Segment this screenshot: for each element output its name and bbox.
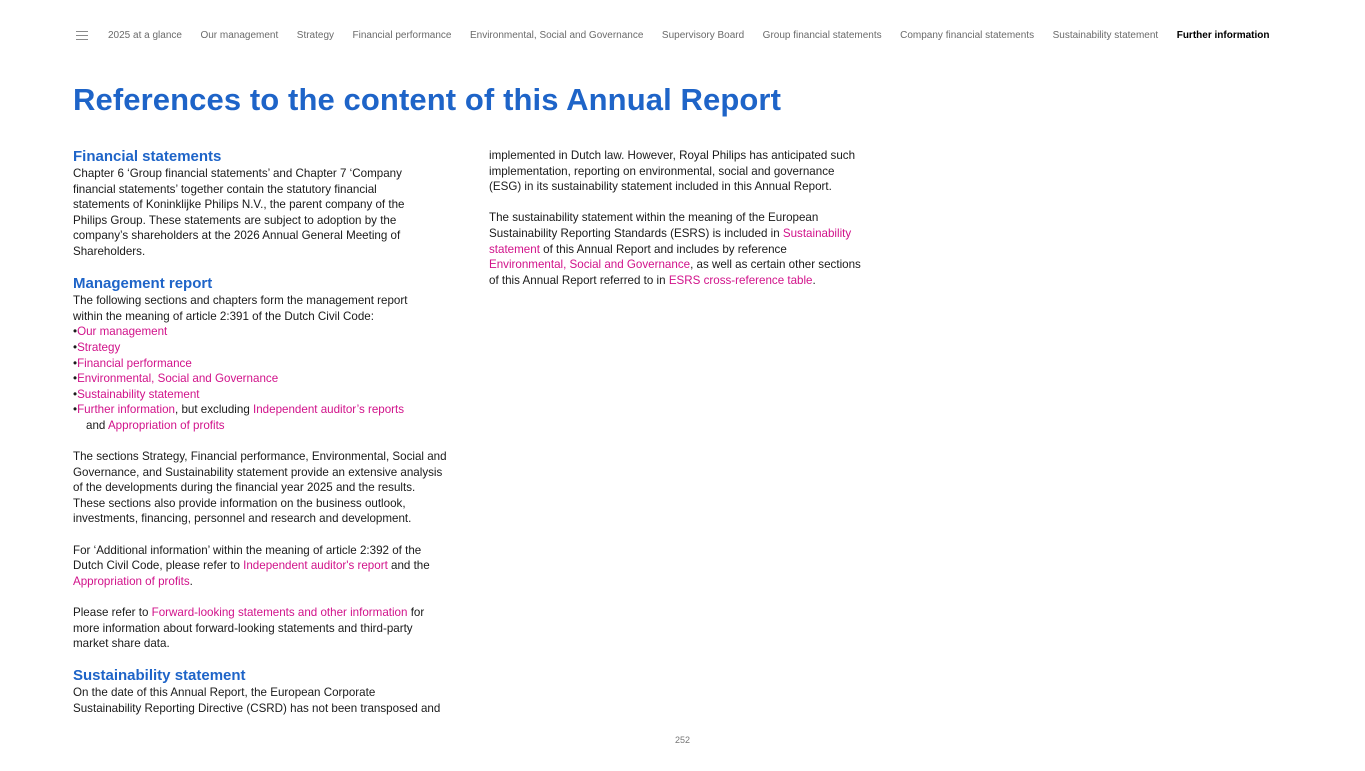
text: Sustainability statement [73, 667, 246, 685]
cross-reference-link[interactable]: Strategy [77, 340, 121, 354]
text: Governance, and Sustainability statement provide an extensive analysis [73, 465, 443, 479]
text: Please refer to [73, 606, 152, 620]
text-line [73, 605, 473, 621]
text-line [73, 244, 473, 260]
cross-reference-link[interactable]: Sustainability statement [77, 387, 200, 401]
text-line [73, 449, 473, 465]
text: Sustainability Reporting Directive (CSRD) has not been transposed and [73, 702, 441, 715]
text-line [73, 701, 473, 717]
text: implementation, reporting on environmental, social and governance [489, 164, 835, 178]
bullet-item [73, 324, 473, 340]
text-line [489, 148, 889, 164]
nav-item-supervisory-board[interactable]: Supervisory Board [661, 30, 745, 41]
bullet-item [73, 387, 473, 403]
text: The following sections and chapters form the management report [73, 294, 408, 308]
text-line [73, 574, 473, 590]
nav-item-our-management[interactable]: Our management [200, 30, 279, 41]
text: of this Annual Report and includes by reference [539, 242, 787, 256]
text: and [86, 418, 108, 432]
cross-reference-link[interactable]: Financial performance [77, 356, 192, 370]
text: for [407, 606, 425, 620]
nav-item-company-financial-statements[interactable]: Company financial statements [900, 30, 1035, 41]
text: Shareholders. [73, 244, 146, 258]
text: Chapter 6 ‘Group financial statements’ and Chapter 7 ‘Company [73, 167, 402, 180]
text: of this Annual Report referred to in [489, 273, 669, 287]
page-title: References to the content of this Annual Report [73, 82, 781, 117]
text: statements of Koninklijke Philips N.V., the parent company of the [73, 198, 405, 212]
text: Management report [73, 275, 213, 293]
text: The sections Strategy, Financial performance, Environmental, Social and [73, 450, 447, 464]
text-line [73, 511, 473, 527]
text-line [73, 496, 473, 512]
text-line [489, 164, 889, 180]
text-line [73, 293, 473, 309]
text: more information about forward-looking statements and third-party [73, 621, 413, 635]
text-line [73, 182, 473, 198]
spacer [73, 434, 473, 450]
text: market share data. [73, 637, 170, 651]
text-line [73, 621, 473, 637]
text-line [489, 257, 889, 273]
cross-reference-link[interactable]: Further information [77, 403, 176, 417]
bullet-icon: • [73, 356, 78, 370]
bullet-item [73, 356, 473, 372]
text: The sustainability statement within the meaning of the European [489, 211, 819, 225]
cross-reference-link[interactable]: Appropriation of profits [107, 418, 225, 432]
top-navigation [76, 30, 1288, 41]
spacer [73, 589, 473, 605]
text-line [73, 465, 473, 481]
bullet-icon: • [73, 340, 78, 354]
nav-item-financial-performance[interactable]: Financial performance [352, 30, 452, 41]
bullet-item [73, 371, 473, 387]
nav-item-group-financial-statements[interactable]: Group financial statements [762, 30, 882, 41]
text: On the date of this Annual Report, the European Corporate [73, 686, 376, 700]
text: and the [387, 559, 430, 573]
page-number: 252 [675, 735, 691, 745]
cross-reference-link[interactable]: statement [489, 242, 540, 256]
left-column [73, 148, 473, 717]
text: . [189, 574, 193, 588]
cross-reference-link[interactable]: Appropriation of profits [73, 574, 190, 588]
spacer [73, 260, 473, 276]
text: investments, financing, personnel and research and development. [73, 512, 412, 526]
text: within the meaning of article 2:391 of the Dutch Civil Code: [73, 309, 374, 323]
text: Philips Group. These statements are subject to adoption by the [73, 213, 397, 227]
text-line [489, 210, 889, 226]
nav-item-sustainability-statement[interactable]: Sustainability statement [1052, 30, 1159, 41]
nav-item-2025-at-a-glance[interactable]: 2025 at a glance [108, 30, 182, 41]
text: . [812, 273, 816, 287]
spacer [73, 527, 473, 543]
section-heading [73, 275, 473, 293]
text: (ESG) in its sustainability statement included in this Annual Report. [489, 180, 832, 194]
bullet-icon: • [73, 387, 78, 401]
text-line [73, 543, 473, 559]
section-heading [73, 667, 473, 685]
bullet-item [73, 402, 473, 418]
right-column [489, 148, 889, 288]
text: These sections also provide information on the business outlook, [73, 496, 406, 510]
cross-reference-link[interactable]: Independent auditor's report [243, 559, 388, 573]
text-line [73, 480, 473, 496]
text-line [73, 166, 473, 182]
text: , as well as certain other sections [690, 258, 861, 272]
bullet-icon: • [73, 325, 78, 339]
hamburger-menu-icon[interactable] [76, 31, 88, 40]
text-line [73, 309, 473, 325]
text: Financial statements [73, 148, 222, 165]
cross-reference-link[interactable]: Independent auditor’s reports [253, 403, 405, 417]
nav-item-environmental-social-and-governance[interactable]: Environmental, Social and Governance [469, 30, 644, 41]
cross-reference-link[interactable]: Our management [77, 325, 168, 339]
text-line [73, 685, 473, 701]
text: implemented in Dutch law. However, Royal Philips has anticipated such [489, 149, 856, 162]
spacer [489, 195, 889, 211]
cross-reference-link[interactable]: Sustainability [782, 226, 852, 240]
text: For ‘Additional information’ within the meaning of article 2:392 of the [73, 543, 422, 557]
cross-reference-link[interactable]: Environmental, Social and Governance [489, 258, 691, 272]
text: Sustainability Reporting Standards (ESRS) is included in [489, 226, 783, 240]
cross-reference-link[interactable]: Forward-looking statements and other information [151, 606, 408, 620]
bullet-item [73, 340, 473, 356]
bullet-icon: • [73, 403, 78, 417]
text: Dutch Civil Code, please refer to [73, 559, 244, 573]
spacer [73, 652, 473, 668]
text: of the developments during the financial year 2025 and the results. [73, 481, 416, 495]
cross-reference-link[interactable]: ESRS cross-reference table [668, 273, 813, 287]
text-line [489, 273, 889, 289]
text-line [73, 636, 473, 652]
text-line [73, 197, 473, 213]
text-line [489, 226, 889, 242]
section-heading [73, 148, 473, 166]
text-line [73, 418, 473, 434]
text: company’s shareholders at the 2026 Annual General Meeting of [73, 229, 401, 243]
bullet-icon: • [73, 372, 78, 386]
nav-item-further-information[interactable]: Further information [1176, 30, 1270, 41]
text: financial statements’ together contain the statutory financial [73, 182, 377, 196]
nav-item-strategy[interactable]: Strategy [296, 30, 335, 41]
text-line [73, 213, 473, 229]
text-line [73, 558, 473, 574]
text: , but excluding [175, 403, 254, 417]
cross-reference-link[interactable]: Environmental, Social and Governance [77, 372, 279, 386]
text-line [489, 242, 889, 258]
text-line [489, 179, 889, 195]
text-line [73, 228, 473, 244]
